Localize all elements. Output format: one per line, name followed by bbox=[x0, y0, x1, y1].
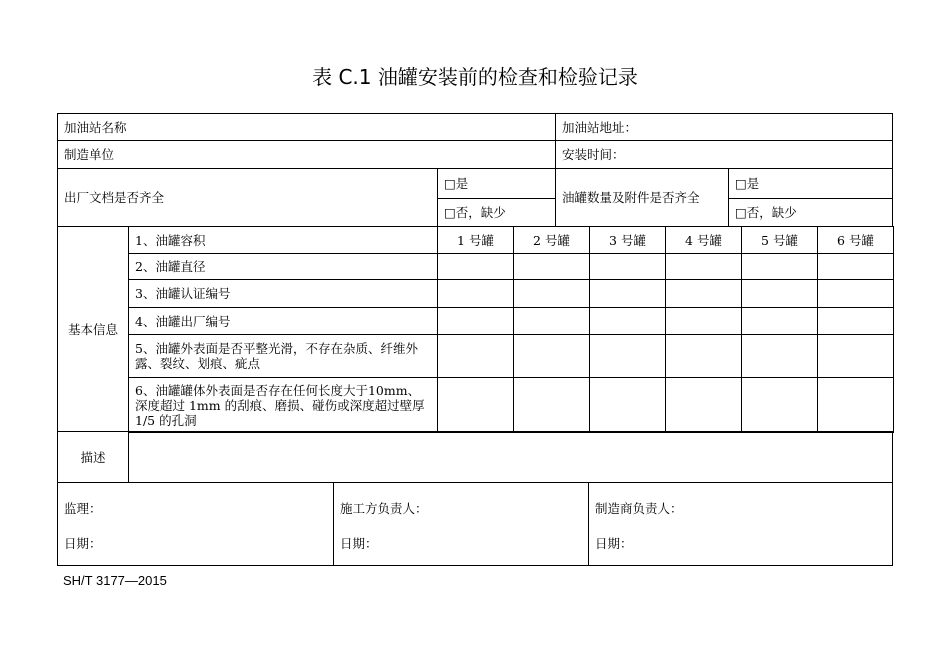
parts-no-option[interactable]: □否，缺少 bbox=[728, 198, 893, 227]
basic-info-label: 基本信息 bbox=[67, 321, 118, 337]
tank-3-item-4-field[interactable] bbox=[589, 307, 666, 335]
tank-1-item-5-field[interactable] bbox=[437, 334, 514, 378]
item-4-cell bbox=[128, 307, 438, 335]
install-time-label: 安装时间： bbox=[562, 147, 625, 162]
tank-6-item-2-field[interactable] bbox=[817, 253, 894, 280]
tank-6-item-4-field[interactable] bbox=[817, 307, 894, 335]
tank-header-1: 1 号罐 bbox=[437, 226, 514, 254]
tank-2-item-4-field[interactable] bbox=[513, 307, 590, 335]
maker-date-label: 日期： bbox=[595, 536, 633, 551]
description-label-cell bbox=[57, 431, 129, 483]
supervisor-cell[interactable] bbox=[57, 482, 334, 566]
contractor-date-label: 日期： bbox=[340, 536, 378, 551]
tank-5-item-6-field[interactable] bbox=[741, 377, 818, 433]
maker-cell[interactable] bbox=[588, 482, 893, 566]
item-label: 5、油罐外表面是否平整光滑，不存在杂质、纤维外露、裂纹、划痕、疵点 bbox=[135, 341, 418, 371]
description-field[interactable] bbox=[128, 431, 893, 483]
contractor-label: 施工方负责人： bbox=[340, 501, 428, 516]
tank-4-item-5-field[interactable] bbox=[665, 334, 742, 378]
parts-yes-option[interactable]: □是 bbox=[728, 168, 893, 199]
docs-no-option[interactable]: □否，缺少 bbox=[437, 198, 556, 227]
item-3-cell bbox=[128, 279, 438, 308]
tank-4-item-4-field[interactable] bbox=[665, 307, 742, 335]
tank-5-item-5-field[interactable] bbox=[741, 334, 818, 378]
tank-parts-cell bbox=[555, 168, 729, 227]
docs-yes-option[interactable]: □是 bbox=[437, 168, 556, 199]
item-label: 1、油罐容积 bbox=[135, 232, 206, 248]
tank-5-item-2-field[interactable] bbox=[741, 253, 818, 280]
tank-header-2: 2 号罐 bbox=[513, 226, 590, 254]
tank-1-item-4-field[interactable] bbox=[437, 307, 514, 335]
tank-3-item-2-field[interactable] bbox=[589, 253, 666, 280]
install-time-cell bbox=[555, 140, 893, 169]
tank-header-3: 3 号罐 bbox=[589, 226, 666, 254]
item-2-cell bbox=[128, 253, 438, 280]
tank-header-6: 6 号罐 bbox=[817, 226, 894, 254]
station-address-label: 加油站地址： bbox=[562, 119, 638, 135]
item-label: 2、油罐直径 bbox=[135, 259, 206, 274]
description-label: 描述 bbox=[80, 449, 106, 465]
item-label: 3、油罐认证编号 bbox=[135, 286, 231, 301]
basic-info-cell bbox=[57, 226, 129, 432]
tank-4-item-2-field[interactable] bbox=[665, 253, 742, 280]
docs-complete-label: 出厂文档是否齐全 bbox=[64, 190, 165, 205]
tank-6-item-3-field[interactable] bbox=[817, 279, 894, 308]
tank-4-item-6-field[interactable] bbox=[665, 377, 742, 433]
tank-1-item-2-field[interactable] bbox=[437, 253, 514, 280]
contractor-cell[interactable] bbox=[333, 482, 589, 566]
tank-1-item-3-field[interactable] bbox=[437, 279, 514, 308]
item-label: 4、油罐出厂编号 bbox=[135, 313, 231, 329]
tank-3-item-6-field[interactable] bbox=[589, 377, 666, 433]
item-label: 6、油罐罐体外表面是否存在任何长度大于10mm、深度超过 1mm 的刮痕、磨损、碰伤或深度超过壁厚 1/5 的孔洞 bbox=[135, 382, 425, 428]
station-name-cell bbox=[57, 113, 556, 141]
tank-5-item-4-field[interactable] bbox=[741, 307, 818, 335]
standard-code: SH/T 3177—2015 bbox=[63, 573, 167, 588]
maker-label: 制造商负责人： bbox=[595, 501, 683, 516]
tank-2-item-6-field[interactable] bbox=[513, 377, 590, 433]
manufacturer-cell bbox=[57, 140, 556, 169]
tank-3-item-5-field[interactable] bbox=[589, 334, 666, 378]
tank-1-item-6-field[interactable] bbox=[437, 377, 514, 433]
tank-2-item-3-field[interactable] bbox=[513, 279, 590, 308]
tank-6-item-6-field[interactable] bbox=[817, 377, 894, 433]
tank-parts-label: 油罐数量及附件是否齐全 bbox=[562, 190, 700, 205]
item-6-cell bbox=[128, 377, 438, 433]
station-address-cell bbox=[555, 113, 893, 141]
supervisor-label: 监理： bbox=[64, 501, 102, 516]
station-name-label: 加油站名称 bbox=[64, 119, 127, 135]
tank-5-item-3-field[interactable] bbox=[741, 279, 818, 308]
tank-2-item-5-field[interactable] bbox=[513, 334, 590, 378]
tank-2-item-2-field[interactable] bbox=[513, 253, 590, 280]
item-5-cell bbox=[128, 334, 438, 378]
item-1-cell bbox=[128, 226, 438, 254]
tank-header-5: 5 号罐 bbox=[741, 226, 818, 254]
manufacturer-label: 制造单位 bbox=[64, 147, 115, 162]
page-title: 表 C.1 油罐安装前的检查和检验记录 bbox=[312, 65, 638, 89]
tank-6-item-5-field[interactable] bbox=[817, 334, 894, 378]
tank-4-item-3-field[interactable] bbox=[665, 279, 742, 308]
docs-complete-cell bbox=[57, 168, 438, 227]
supervisor-date-label: 日期： bbox=[64, 536, 102, 551]
tank-3-item-3-field[interactable] bbox=[589, 279, 666, 308]
tank-header-4: 4 号罐 bbox=[665, 226, 742, 254]
